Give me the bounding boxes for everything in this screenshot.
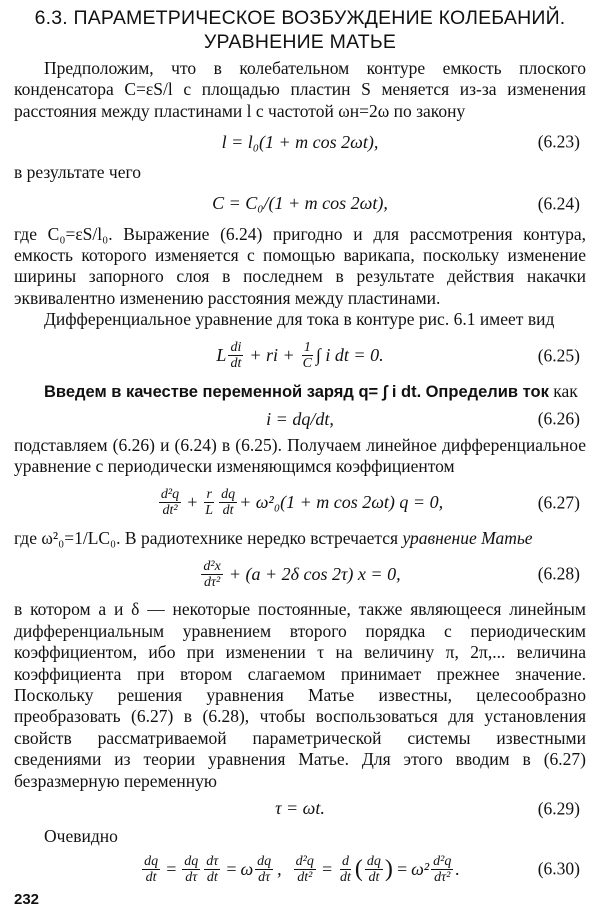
eq-6-27-dq: dq <box>221 487 236 503</box>
section-heading <box>14 6 586 54</box>
eq-6-28-d2x: d²x <box>203 558 221 574</box>
equation-6-24-number: (6.24) <box>537 193 580 214</box>
eq-6-30-dtau-3: dτ <box>206 853 219 869</box>
eq-6-30-frac-1 <box>142 854 160 885</box>
eq-6-30-eq-3: = <box>320 858 334 879</box>
eq-6-30-dt-3: dt <box>206 869 218 885</box>
eq-6-25-frac-1-C <box>301 340 314 371</box>
paragraph-9: Очевидно <box>44 825 118 846</box>
equation-6-29 <box>14 792 586 826</box>
eq-6-25-one: 1 <box>303 340 311 356</box>
eq-6-25-L: L <box>216 345 227 366</box>
paragraph-6: подставляем (6.26) и (6.24) в (6.25). Получаем линейное дифференциальное уравнение с периодически изменяющимся коэффициентом <box>14 435 586 477</box>
paragraph-7-italic: уравнение Матье <box>402 527 533 548</box>
paragraph-7-text: где ω²₀=1/LC₀. В радиотехнике нередко встречается <box>14 527 399 548</box>
equation-6-30 <box>14 847 586 891</box>
eq-6-30-dt-6: dt <box>340 869 351 885</box>
eq-6-30-frac-8 <box>431 854 453 885</box>
equation-6-26 <box>14 403 586 435</box>
equation-6-28 <box>14 549 586 599</box>
equation-6-24-body: C = C₀/(1 + m cos 2ωt), <box>212 193 388 214</box>
page-number: 232 <box>14 891 40 908</box>
paragraph-5-bold-2: Определив ток <box>425 382 549 401</box>
equation-6-30-number: (6.30) <box>537 858 580 879</box>
equation-6-29-body: τ = ωt. <box>275 798 325 819</box>
paragraph-7 <box>14 528 586 549</box>
equation-6-23 <box>14 122 586 162</box>
eq-6-30-dt2-5: dt² <box>297 869 313 885</box>
paragraph-4: Дифференциальное уравнение для тока в контуре рис. 6.1 имеет вид <box>44 309 555 330</box>
paragraph-2: в результате чего <box>14 162 141 183</box>
eq-6-30-dq-1: dq <box>144 853 159 869</box>
equation-6-29-number: (6.29) <box>537 798 580 819</box>
eq-6-30-omega2: ω² <box>411 858 430 879</box>
eq-6-27-d2q: d²q <box>160 487 180 503</box>
eq-6-30-eq-2: = <box>225 858 238 879</box>
equation-6-27 <box>14 478 586 528</box>
eq-6-25-di: di <box>230 340 242 356</box>
eq-6-30-dq-2: dq <box>184 853 199 869</box>
eq-6-27-frac-r-L <box>203 487 215 518</box>
eq-6-30-d2q-5: d²q <box>295 853 314 869</box>
equation-6-23-body: l = l₀(1 + m cos 2ωt), <box>221 131 379 152</box>
eq-6-30-frac-7 <box>365 854 383 885</box>
eq-6-30-dt-1: dt <box>145 869 157 885</box>
eq-6-25-frac-di-dt <box>228 340 243 371</box>
equation-6-26-body: i = dq/dt, <box>266 408 334 429</box>
eq-6-30-lparen: ( <box>354 856 363 883</box>
eq-6-28-tail: + (a + 2δ cos 2τ) x = 0, <box>228 563 401 584</box>
heading-line-2: УРАВНЕНИЕ МАТЬЕ <box>203 31 397 53</box>
equation-6-23-number: (6.23) <box>537 131 580 152</box>
eq-6-27-dt: dt <box>222 503 234 519</box>
eq-6-30-dtau-4: dτ <box>258 869 271 885</box>
equation-6-26-number: (6.26) <box>537 408 580 429</box>
eq-6-30-rparen: ) <box>384 856 393 883</box>
eq-6-27-frac-d2q <box>159 487 181 518</box>
eq-6-28-frac <box>201 559 222 590</box>
eq-6-27-dt2: dt² <box>162 503 178 519</box>
eq-6-30-period: . <box>455 858 460 879</box>
eq-6-30-d2q-8: d²q <box>433 853 452 869</box>
eq-6-27-r: r <box>206 487 212 503</box>
eq-6-30-frac-6 <box>338 854 353 885</box>
eq-6-25-dt: dt <box>230 356 242 372</box>
eq-6-30-frac-3 <box>204 854 220 885</box>
eq-6-27-frac-dq-dt <box>219 487 237 518</box>
equation-6-25-number: (6.25) <box>537 345 580 366</box>
eq-6-27-plus: + <box>186 492 199 513</box>
eq-6-30-dt-7: dt <box>368 869 380 885</box>
eq-6-25-mid: + ri + <box>249 345 295 366</box>
equation-6-28-number: (6.28) <box>537 563 580 584</box>
paragraph-5-rest: как <box>553 380 578 401</box>
eq-6-30-frac-4 <box>255 854 273 885</box>
equation-6-27-number: (6.27) <box>537 492 580 513</box>
eq-6-27-L: L <box>205 503 214 519</box>
paragraph-8: в котором a и δ — некоторые постоянные, также являющееся линейным дифференциальным уравнением второго порядка с периодическим коэффициентом, ибо при изменении τ на величину π, 2π,... величина коэффициента при втором слагаемом принимает прежнее значение. Поскольку решения уравнения Матье известны, целесообразно преобразовать (6.27) в (6.28), чтобы воспользоваться для установления свойств рассматриваемой параметрической системы известными сведениями из теории уравнения Матье. Для этого вводим в (6.27) безразмерную переменную <box>14 599 586 791</box>
eq-6-30-comma: , <box>277 858 282 879</box>
eq-6-30-frac-2 <box>182 854 200 885</box>
eq-6-30-dq-7: dq <box>366 853 381 869</box>
eq-6-30-eq-4: = <box>395 858 409 879</box>
eq-6-25-C: C <box>302 356 312 372</box>
eq-6-28-dtau2: dτ² <box>204 574 221 590</box>
heading-line-1: 6.3. ПАРАМЕТРИЧЕСКОЕ ВОЗБУЖДЕНИЕ КОЛЕБАНИЙ. <box>34 7 566 29</box>
eq-6-30-dtau-2: dτ <box>185 869 198 885</box>
paragraph-5 <box>14 381 586 403</box>
eq-6-30-dtau2-8: dτ² <box>434 869 451 885</box>
eq-6-30-d-6: d <box>341 853 349 869</box>
eq-6-30-eq-1: = <box>165 858 178 879</box>
eq-6-27-tail: + ω²₀(1 + m cos 2ωt) q = 0, <box>239 492 444 513</box>
eq-6-30-frac-5 <box>294 854 316 885</box>
eq-6-30-dq-4: dq <box>257 853 272 869</box>
equation-6-24 <box>14 184 586 224</box>
equation-6-25 <box>14 331 586 381</box>
paragraph-3: где C₀=εS/l₀. Выражение (6.24) пригодно и для рассмотрения контура, емкость которого изменяется с помощью варикапа, поскольку изменение ширины запорного слоя в последнем в результате действия накачки эквивалентно изменению расстояния между пластинами. <box>14 223 586 308</box>
paragraph-1: Предположим, что в колебательном контуре емкость плоского конденсатора C=εS/l с площадью пластин S меняется из-за изменения расстояния между пластинами l с частотой ωн=2ω по закону <box>14 58 586 121</box>
paragraph-5-bold: Введем в качестве переменной заряд q= ∫ i dt. <box>44 382 422 401</box>
eq-6-30-omega: ω <box>240 858 254 879</box>
eq-6-25-tail: ∫ i dt = 0. <box>315 345 384 366</box>
